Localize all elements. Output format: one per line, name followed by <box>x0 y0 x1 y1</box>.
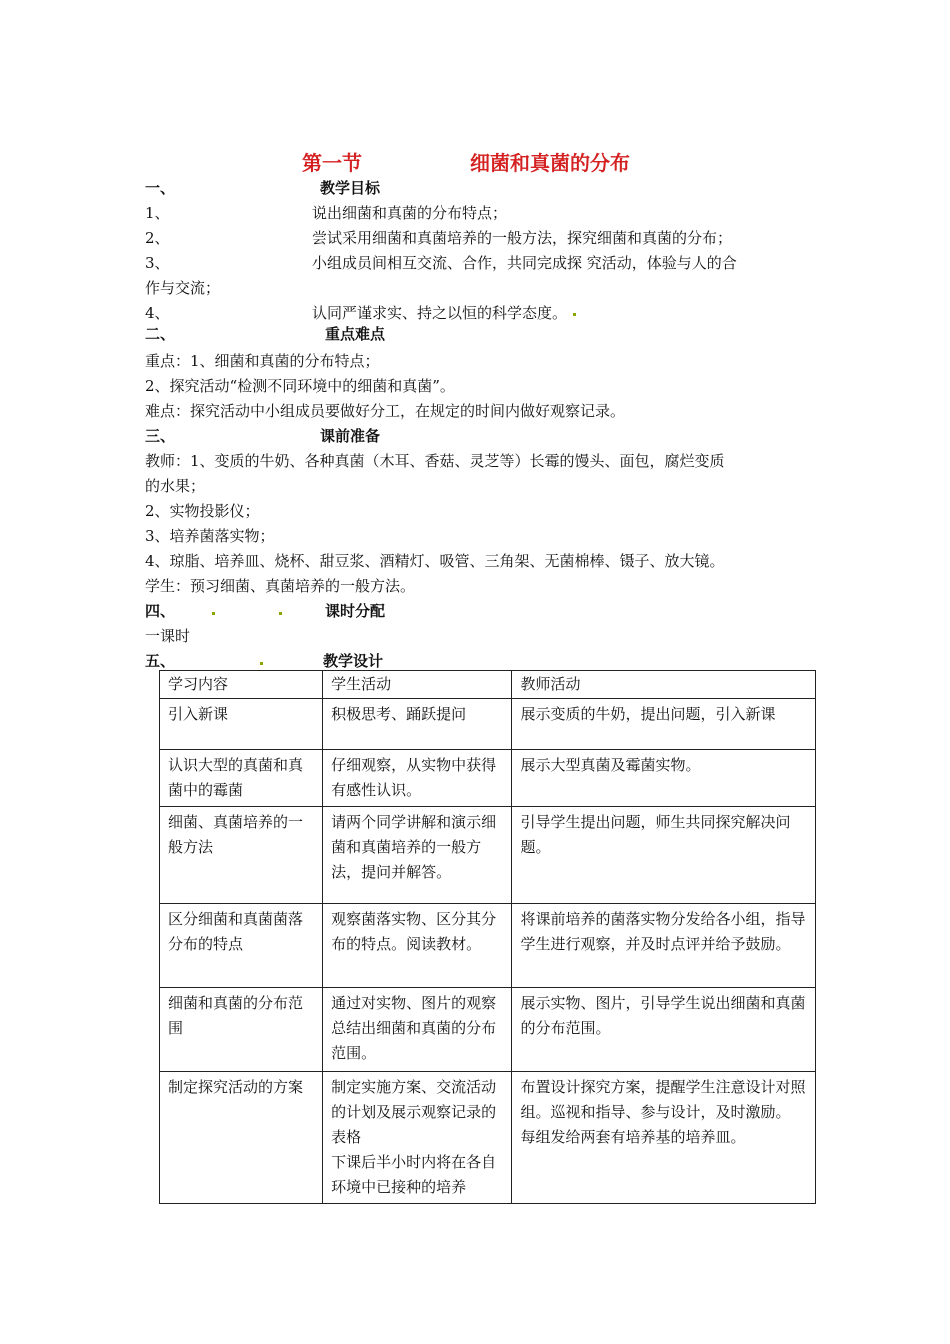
key-point-line: 2、探究活动“检测不同环境中的细菌和真菌”。 <box>145 377 455 395</box>
table-cell: 通过对实物、图片的观察总结出细菌和真菌的分布范围。 <box>323 988 512 1072</box>
goal-text: 说出细菌和真菌的分布特点； <box>312 204 508 222</box>
goal-text <box>312 302 576 324</box>
table-row <box>160 750 816 807</box>
table-header-row <box>160 671 816 699</box>
title-section-number: 第一节 <box>302 151 362 175</box>
section-2-heading <box>145 323 386 345</box>
marker-dot <box>212 612 215 615</box>
table-row <box>160 807 816 904</box>
table-cell: 制定探究活动的方案 <box>160 1072 323 1204</box>
goal-item-1 <box>145 202 805 224</box>
table-cell: 观察菌落实物、区分其分布的特点。阅读教材。 <box>323 904 512 988</box>
marker-dot <box>279 612 282 615</box>
goal-text-content: 认同严谨求实、持之以恒的科学态度。 <box>312 304 568 322</box>
table-cell: 展示变质的牛奶，提出问题，引入新课 <box>512 699 816 750</box>
goal-number: 4、 <box>145 304 170 322</box>
table-cell: 细菌和真菌的分布范围 <box>160 988 323 1072</box>
title-topic: 细菌和真菌的分布 <box>470 151 630 175</box>
section-4-heading <box>145 600 445 622</box>
table-cell: 引导学生提出问题，师生共同探究解决问题。 <box>512 807 816 904</box>
table-cell: 布置设计探究方案，提醒学生注意设计对照组。巡视和指导、参与设计，及时激励。 每组发给两套有培养基的培养皿。 <box>512 1072 816 1204</box>
table-row <box>160 988 816 1072</box>
table-cell: 将课前培养的菌落实物分发给各小组，指导学生进行观察，并及时点评并给予鼓励。 <box>512 904 816 988</box>
section-number: 一、 <box>145 179 176 197</box>
section-1-heading <box>145 177 381 199</box>
section-title: 重点难点 <box>325 325 386 343</box>
section-3-heading <box>145 425 381 447</box>
table-row <box>160 699 816 750</box>
table-cell: 仔细观察，从实物中获得有感性认识。 <box>323 750 512 807</box>
key-point-line: 重点：1、细菌和真菌的分布特点； <box>145 352 380 370</box>
prep-line: 2、实物投影仪； <box>145 502 260 520</box>
table-header-cell: 教师活动 <box>512 671 816 699</box>
section-5-heading <box>145 650 445 672</box>
goal-item-3-continued: 作与交流； <box>145 279 221 297</box>
table-cell: 区分细菌和真菌菌落分布的特点 <box>160 904 323 988</box>
teaching-design-table <box>159 670 816 1204</box>
goal-number: 2、 <box>145 229 170 247</box>
prep-line: 的水果； <box>145 477 206 495</box>
table-cell: 制定实施方案、交流活动的计划及展示观察记录的表格 下课后半小时内将在各自环境中已接种的培养 <box>323 1072 512 1204</box>
table-row <box>160 904 816 988</box>
table-cell: 细菌、真菌培养的一般方法 <box>160 807 323 904</box>
prep-line: 教师：1、变质的牛奶、各种真菌（木耳、香菇、灵芝等）长霉的馒头、面包，腐烂变质 <box>145 452 725 470</box>
section-number: 四、 <box>145 602 176 620</box>
document-title <box>0 147 950 177</box>
goal-number: 1、 <box>145 204 170 222</box>
goal-text: 尝试采用细菌和真菌培养的一般方法，探究细菌和真菌的分布； <box>312 229 733 247</box>
section-title: 教学设计 <box>323 652 384 670</box>
difficulty-line: 难点：探究活动中小组成员要做好分工，在规定的时间内做好观察记录。 <box>145 402 626 420</box>
section-title: 课时分配 <box>325 602 386 620</box>
table-cell: 展示实物、图片，引导学生说出细菌和真菌的分布范围。 <box>512 988 816 1072</box>
goal-text: 小组成员间相互交流、合作，共同完成探 究活动，体验与人的合 <box>312 254 737 272</box>
table-cell: 认识大型的真菌和真菌中的霉菌 <box>160 750 323 807</box>
prep-line: 学生：预习细菌、真菌培养的一般方法。 <box>145 577 416 595</box>
section-title: 教学目标 <box>320 179 381 197</box>
goal-item-4 <box>145 302 805 324</box>
section-number: 三、 <box>145 427 176 445</box>
prep-line: 3、培养菌落实物； <box>145 527 275 545</box>
table-row <box>160 1072 816 1204</box>
section-title: 课前准备 <box>320 427 381 445</box>
table-header-cell: 学习内容 <box>160 671 323 699</box>
goal-number: 3、 <box>145 254 170 272</box>
section-number: 五、 <box>145 652 176 670</box>
prep-line: 4、琼脂、培养皿、烧杯、甜豆浆、酒精灯、吸管、三角架、无菌棉棒、镊子、放大镜。 <box>145 552 725 570</box>
period-line: 一课时 <box>145 627 191 645</box>
section-number: 二、 <box>145 325 176 343</box>
marker-dot <box>260 662 263 665</box>
table-cell: 引入新课 <box>160 699 323 750</box>
marker-dot <box>573 313 576 316</box>
table-cell: 请两个同学讲解和演示细菌和真菌培养的一般方法，提问并解答。 <box>323 807 512 904</box>
table-cell: 展示大型真菌及霉菌实物。 <box>512 750 816 807</box>
table-cell: 积极思考、踊跃提问 <box>323 699 512 750</box>
table-header-cell: 学生活动 <box>323 671 512 699</box>
goal-item-3 <box>145 252 805 274</box>
goal-item-2 <box>145 227 805 249</box>
